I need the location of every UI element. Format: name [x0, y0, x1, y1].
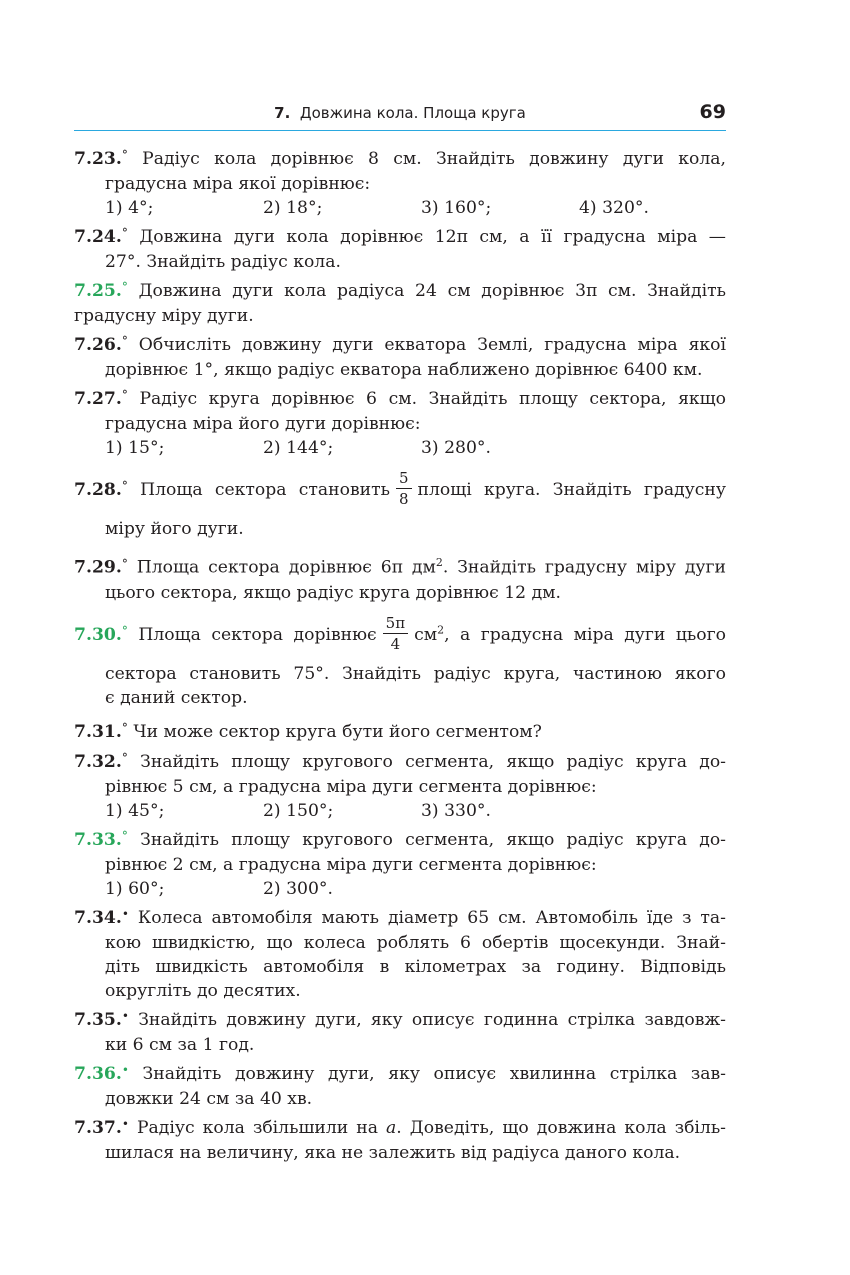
- problem-text: Площа сектора дорівнює: [138, 624, 377, 645]
- problem-7-24: [74, 225, 726, 274]
- problem-7-28: [74, 470, 726, 541]
- problem-number: 7.23.: [74, 149, 122, 169]
- difficulty-mark: °: [121, 479, 128, 493]
- option: 3) 280°.: [421, 438, 491, 458]
- problem-number: 7.36.: [74, 1063, 122, 1084]
- problem-7-31: [74, 720, 726, 745]
- problem-number: 7.28.: [74, 480, 122, 500]
- problem-7-29: [74, 551, 726, 605]
- problem-number: 7.31.: [74, 721, 122, 742]
- problem-text: дорівнює 1°, якщо радіус екватора наближено дорівнює 6400 км.: [105, 360, 703, 380]
- problem-7-36: [74, 1062, 726, 1111]
- option: 2) 18°;: [263, 198, 323, 218]
- section-number: 7.: [274, 104, 291, 122]
- problem-text: Радіус кола дорівнює 8 см. Знайдіть довжину дуги кола,: [142, 149, 726, 169]
- difficulty-mark: °: [121, 720, 128, 735]
- problem-number: 7.33.: [74, 829, 122, 850]
- difficulty-mark: •: [121, 906, 129, 921]
- difficulty-mark: °: [121, 828, 128, 843]
- problem-7-27: [74, 387, 726, 460]
- problem-7-25: [74, 279, 726, 328]
- problem-number: 7.27.: [74, 389, 122, 409]
- section-title-text: Довжина кола. Площа круга: [299, 104, 526, 122]
- problem-7-37: [74, 1116, 726, 1165]
- problem-7-33: [74, 828, 726, 901]
- option: 1) 4°;: [105, 198, 154, 218]
- fraction: [396, 468, 412, 509]
- difficulty-mark: •: [121, 1062, 129, 1077]
- problem-text: 27°. Знайдіть радіус кола.: [105, 252, 341, 272]
- problem-text: діть швидкість автомобіля в кілометрах за годину. Відповідь: [105, 956, 726, 977]
- problem-number: 7.24.: [74, 227, 122, 247]
- numerator: 5: [396, 468, 412, 489]
- option: 2) 300°.: [263, 878, 333, 899]
- problem-text: рівнює 2 см, а градусна міра дуги сегмента дорівнює:: [105, 854, 597, 875]
- page-header: [74, 96, 726, 131]
- option: 2) 150°;: [263, 800, 334, 821]
- difficulty-mark: •: [121, 1008, 129, 1023]
- answer-options: [74, 196, 726, 220]
- fraction: [383, 613, 408, 654]
- problem-text: Знайдіть довжину дуги, яку описує годинна стрілка завдовж-: [138, 1009, 726, 1030]
- problem-number: 7.32.: [74, 751, 122, 772]
- problem-number: 7.34.: [74, 907, 122, 928]
- problem-number: 7.30.: [74, 624, 122, 645]
- problem-7-23: [74, 147, 726, 220]
- problem-number: 7.25.: [74, 281, 122, 301]
- difficulty-mark: °: [121, 280, 128, 294]
- option: 3) 160°;: [421, 198, 492, 218]
- problem-text: є даний сектор.: [105, 687, 248, 708]
- problem-text: кою швидкістю, що колеса роблять 6 обертів щосекунди. Знай-: [105, 932, 726, 953]
- problem-text: площі круга. Знайдіть градусну: [417, 480, 726, 500]
- denominator: 8: [398, 490, 409, 508]
- problem-text: . Знайдіть градусну міру дуги: [442, 557, 726, 578]
- answer-options: [74, 799, 726, 823]
- problem-7-32: [74, 750, 726, 823]
- option: 1) 15°;: [105, 438, 165, 458]
- difficulty-mark: °: [121, 148, 128, 162]
- problem-number: 7.29.: [74, 557, 122, 578]
- option: 1) 60°;: [105, 878, 165, 899]
- problem-number: 7.26.: [74, 335, 122, 355]
- difficulty-mark: •: [121, 1116, 129, 1131]
- option: 4) 320°.: [579, 198, 649, 218]
- denominator: 4: [390, 634, 401, 653]
- problem-text: Чи може сектор круга бути його сегментом?: [133, 721, 542, 742]
- numerator: 5π: [383, 613, 408, 634]
- problem-7-34: [74, 906, 726, 1003]
- problem-text: Обчисліть довжину дуги екватора Землі, градусна міра якої: [138, 335, 726, 355]
- difficulty-mark: °: [121, 556, 128, 571]
- problem-text: Радіус кола збільшили на: [136, 1117, 378, 1138]
- problem-text: градусна міра його дуги дорівнює:: [105, 414, 421, 434]
- option: 1) 45°;: [105, 800, 165, 821]
- problem-7-26: [74, 333, 726, 382]
- exponent: 2: [435, 556, 443, 569]
- problem-text: округліть до десятих.: [105, 980, 301, 1001]
- page-number: 69: [699, 101, 726, 123]
- problem-text: , а градусна міра дуги цього: [444, 624, 726, 645]
- problem-number: 7.35.: [74, 1009, 122, 1030]
- problem-text: рівнює 5 см, а градусна міра дуги сегмента дорівнює:: [105, 776, 597, 797]
- exponent: 2: [437, 623, 445, 636]
- problem-text: довжки 24 см за 40 хв.: [105, 1088, 313, 1109]
- problem-number: 7.37.: [74, 1117, 122, 1138]
- problem-text: градусна міра якої дорівнює:: [105, 174, 371, 194]
- answer-options: [74, 436, 726, 460]
- problem-text: Колеса автомобіля мають діаметр 65 см. Автомобіль їде з та-: [137, 907, 726, 928]
- problem-text: ки 6 см за 1 год.: [105, 1034, 255, 1055]
- problem-text: см: [414, 624, 438, 645]
- difficulty-mark: °: [121, 334, 128, 348]
- problem-text: градусну міру дуги.: [74, 306, 254, 326]
- problem-text: шилася на величину, яка не залежить від радіуса даного кола.: [105, 1142, 681, 1163]
- difficulty-mark: °: [121, 750, 128, 765]
- problem-text: Довжина дуги кола радіуса 24 см дорівнює 3π см. Знайдіть: [138, 281, 726, 301]
- problem-text: Знайдіть довжину дуги, яку описує хвилинна стрілка зав-: [142, 1063, 726, 1084]
- option: 2) 144°;: [263, 438, 334, 458]
- section-title: [74, 104, 726, 122]
- exercise-list: [74, 147, 726, 1170]
- problem-text: сектора становить 75°. Знайдіть радіус круга, частиною якого: [105, 663, 726, 684]
- problem-7-35: [74, 1008, 726, 1057]
- difficulty-mark: °: [121, 623, 128, 638]
- problem-text: Довжина дуги кола дорівнює 12π см, а її градусна міра —: [139, 227, 726, 247]
- problem-text: Площа сектора дорівнює 6π дм: [136, 557, 436, 578]
- difficulty-mark: °: [121, 388, 128, 402]
- answer-options: [74, 877, 726, 901]
- option: 3) 330°.: [421, 800, 491, 821]
- problem-7-30: [74, 615, 726, 710]
- problem-text: цього сектора, якщо радіус круга дорівнює 12 дм.: [105, 582, 561, 603]
- problem-text: Радіус круга дорівнює 6 см. Знайдіть площу сектора, якщо: [139, 389, 726, 409]
- problem-text: . Доведіть, що довжина кола збіль-: [396, 1117, 726, 1138]
- variable: a: [386, 1117, 397, 1138]
- problem-text: Знайдіть площу кругового сегмента, якщо радіус круга до-: [140, 751, 726, 772]
- difficulty-mark: °: [121, 226, 128, 240]
- problem-text: міру його дуги.: [105, 519, 244, 539]
- problem-text: Знайдіть площу кругового сегмента, якщо радіус круга до-: [140, 829, 726, 850]
- problem-text: Площа сектора становить: [140, 480, 390, 500]
